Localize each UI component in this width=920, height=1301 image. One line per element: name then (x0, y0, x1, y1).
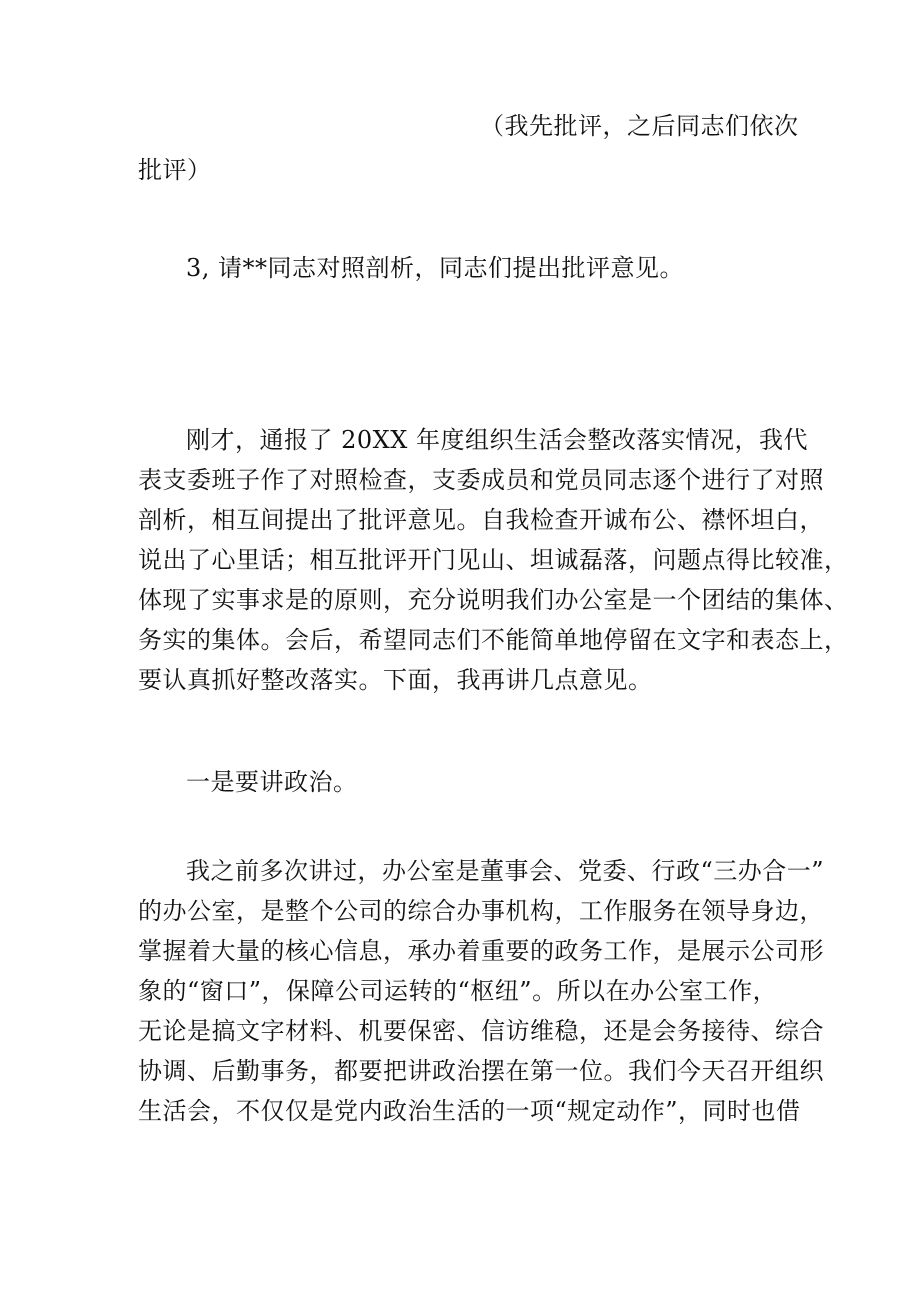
summary-line-4: 说出了心里话；相互批评开门见山、坦诚磊落，问题点得比较准， (138, 546, 849, 574)
politics-line-6: 协调、后勤事务，都要把讲政治摆在第一位。我们今天召开组织 (138, 1057, 824, 1085)
politics-line-2: 的办公室，是整个公司的综合办事机构，工作服务在领导身边， (138, 897, 824, 925)
summary-line-3: 剖析，相互间提出了批评意见。自我检查开诚布公、襟怀坦白， (138, 506, 824, 534)
summary-line-2: 表支委班子作了对照检查，支委成员和党员同志逐个进行了对照 (138, 466, 824, 494)
summary-line-6: 务实的集体。会后，希望同志们不能简单地停留在文字和表态上， (138, 626, 849, 654)
politics-line-1: 我之前多次讲过，办公室是董事会、党委、行政“三办合一” (186, 857, 825, 885)
politics-line-4: 象的“窗口”，保障公司运转的“枢纽”。所以在办公室工作， (138, 977, 778, 1005)
intro-line-1: （我先批评，之后同志们依次 (480, 112, 799, 140)
summary-line-7: 要认真抓好整改落实。下面，我再讲几点意见。 (138, 666, 653, 694)
politics-line-5: 无论是搞文字材料、机要保密、信访维稳，还是会务接待、综合 (138, 1017, 824, 1045)
summary-line-1: 刚才，通报了 20XX 年度组织生活会整改落实情况，我代 (186, 426, 808, 454)
intro-line-2: 批评） (138, 156, 212, 184)
summary-line-5: 体现了实事求是的原则，充分说明我们办公室是一个团结的集体、 (138, 586, 849, 614)
politics-line-7: 生活会，不仅仅是党内政治生活的一项“规定动作”，同时也借 (138, 1097, 801, 1125)
politics-line-3: 掌握着大量的核心信息，承办着重要的政务工作，是展示公司形 (138, 937, 824, 965)
item-3-paragraph: 3, 请**同志对照剖析，同志们提出批评意见。 (186, 254, 685, 282)
heading-politics: 一是要讲政治。 (186, 768, 358, 796)
